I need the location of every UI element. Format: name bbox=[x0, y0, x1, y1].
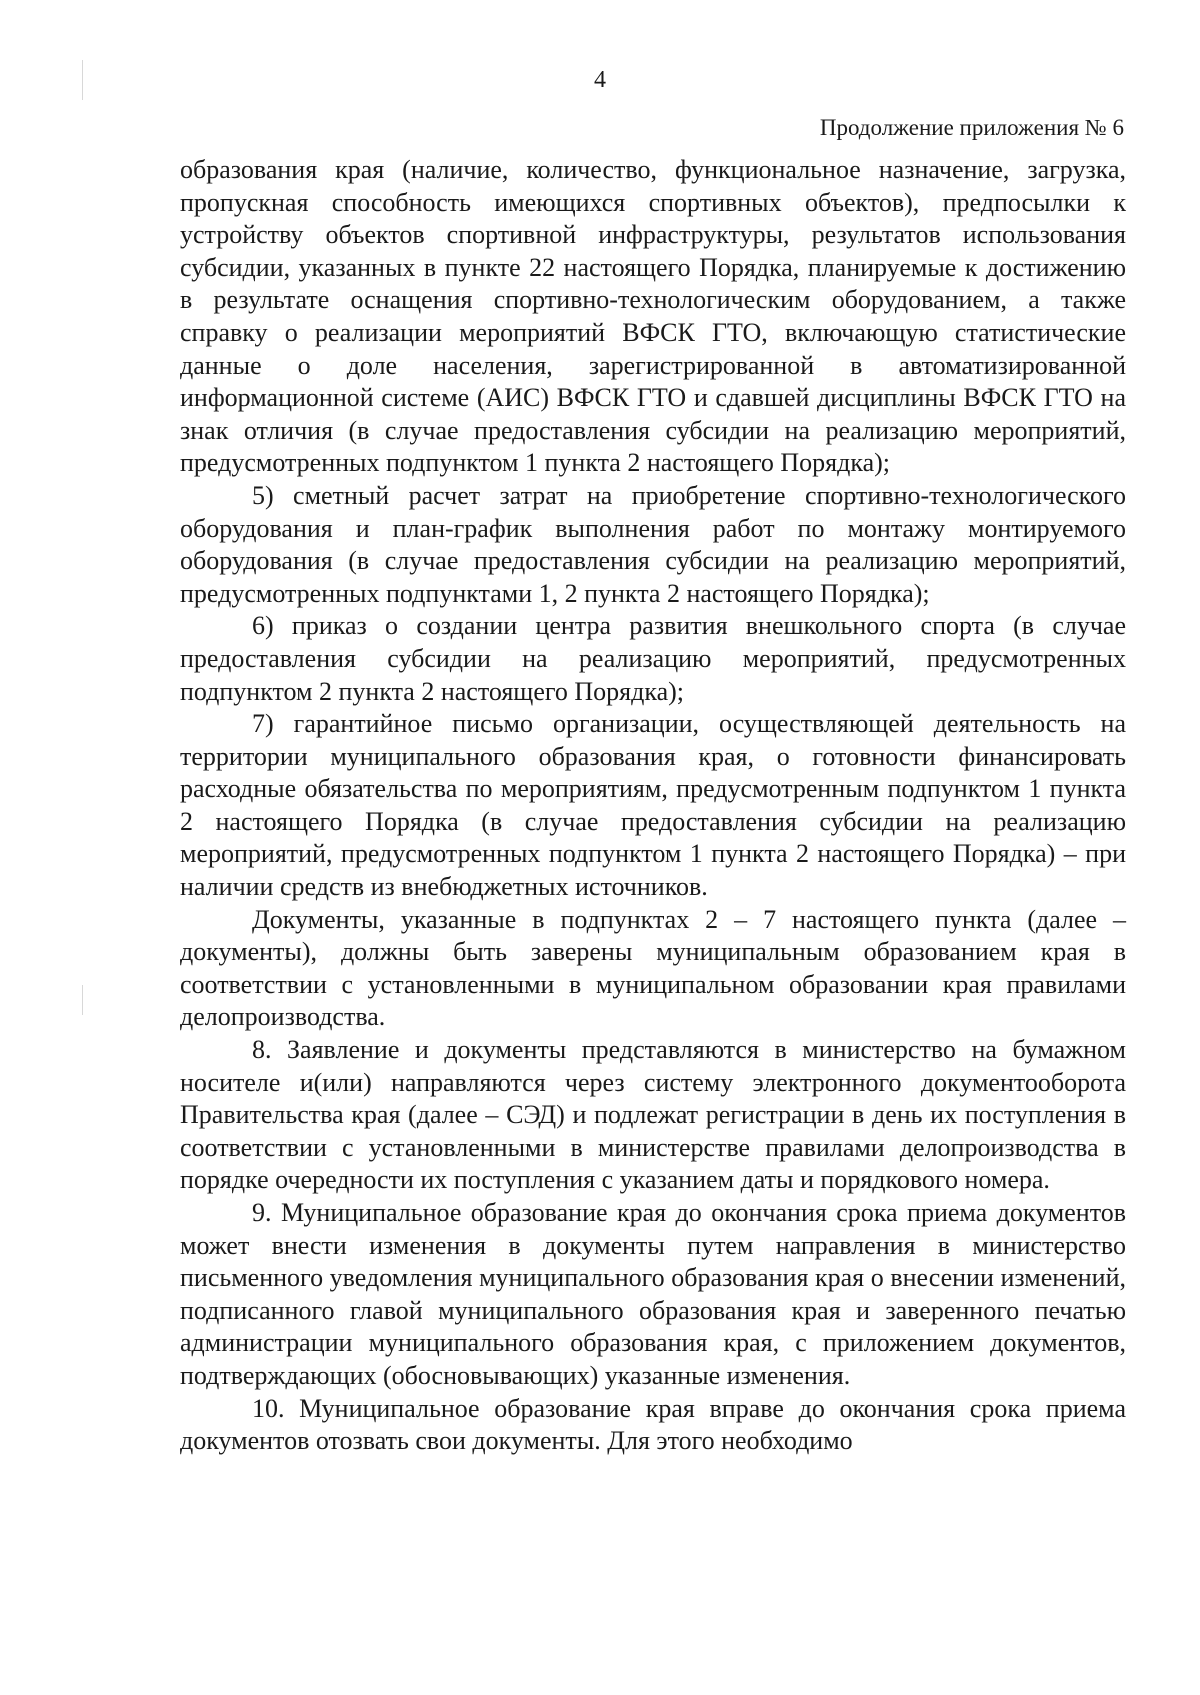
page-number: 4 bbox=[594, 67, 606, 93]
paragraph-clause-8: 8. Заявление и документы представляются в министерство на бумажном носителе и(или) направляются через систему электронного документооборота Правительства края (далее – СЭД) и подлежат регистрации в день их поступления в соответствии с установленными в министерстве правилами делопроизводства в порядке очередности их поступления с указанием даты и порядкового номера. bbox=[180, 1035, 1126, 1195]
paragraph-item-7: 7) гарантийное письмо организации, осуществляющей деятельность на территории муниципального образования края, о готовности финансировать расходные обязательства по мероприятиям, предусмотренным подпунктом 1 пункта 2 настоящего Порядка (в случае предоставления субсидии на реализацию мероприятий, предусмотренных подпунктом 1 пункта 2 настоящего Порядка) – при наличии средств из внебюджетных источников. bbox=[180, 709, 1126, 902]
paragraph-clause-9: 9. Муниципальное образование края до окончания срока приема документов может внести изменения в документы путем направления в министерство письменного уведомления муниципального образования края о внесении изменений, подписанного главой муниципального образования края и заверенного печатью администрации муниципального образования края, с приложением документов, подтверждающих (обосновывающих) указанные изменения. bbox=[180, 1198, 1126, 1390]
paragraph-documents-note: Документы, указанные в подпунктах 2 – 7 настоящего пункта (далее – документы), должны быть заверены муниципальным образованием края в соответствии с установленными в муниципальном образовании края правилами делопроизводства. bbox=[180, 904, 1126, 1032]
annex-caption: Продолжение приложения № 6 bbox=[819, 115, 1124, 140]
paragraph-continuation: образования края (наличие, количество, функциональное назначение, загрузка, пропускная способность имеющихся спортивных объектов), предпосылки к устройству объектов спортивной инфраструктуры, результатов использования субсидии, указанных в пункте 22 настоящего Порядка, планируемые к достижению в результате оснащения спортивно-технологическим оборудованием, а также справку о реализации мероприятий ВФСК ГТО, включающую статистические данные о доле населения, зарегистрированной в автоматизированной информационной системе (АИС) ВФСК ГТО и сдавшей дисциплины ВФСК ГТО на знак отличия (в случае предоставления субсидии на реализацию мероприятий, предусмотренных подпунктом 1 пункта 2 настоящего Порядка); bbox=[180, 155, 1126, 478]
paragraph-clause-10: 10. Муниципальное образование края вправе до окончания срока приема документов отозвать свои документы. Для этого необходимо bbox=[180, 1393, 1126, 1456]
paragraph-item-6: 6) приказ о создании центра развития внешкольного спорта (в случае предоставления субсидии на реализацию мероприятий, предусмотренных подпунктом 2 пункта 2 настоящего Порядка); bbox=[180, 611, 1126, 706]
paragraph-item-5: 5) сметный расчет затрат на приобретение спортивно-технологического оборудования и план-график выполнения работ по монтажу монтируемого оборудования (в случае предоставления субсидии на реализацию мероприятий, предусмотренных подпунктами 1, 2 пункта 2 настоящего Порядка); bbox=[180, 480, 1126, 608]
scan-edge-mark bbox=[82, 985, 83, 1015]
document-body bbox=[180, 154, 1126, 1458]
